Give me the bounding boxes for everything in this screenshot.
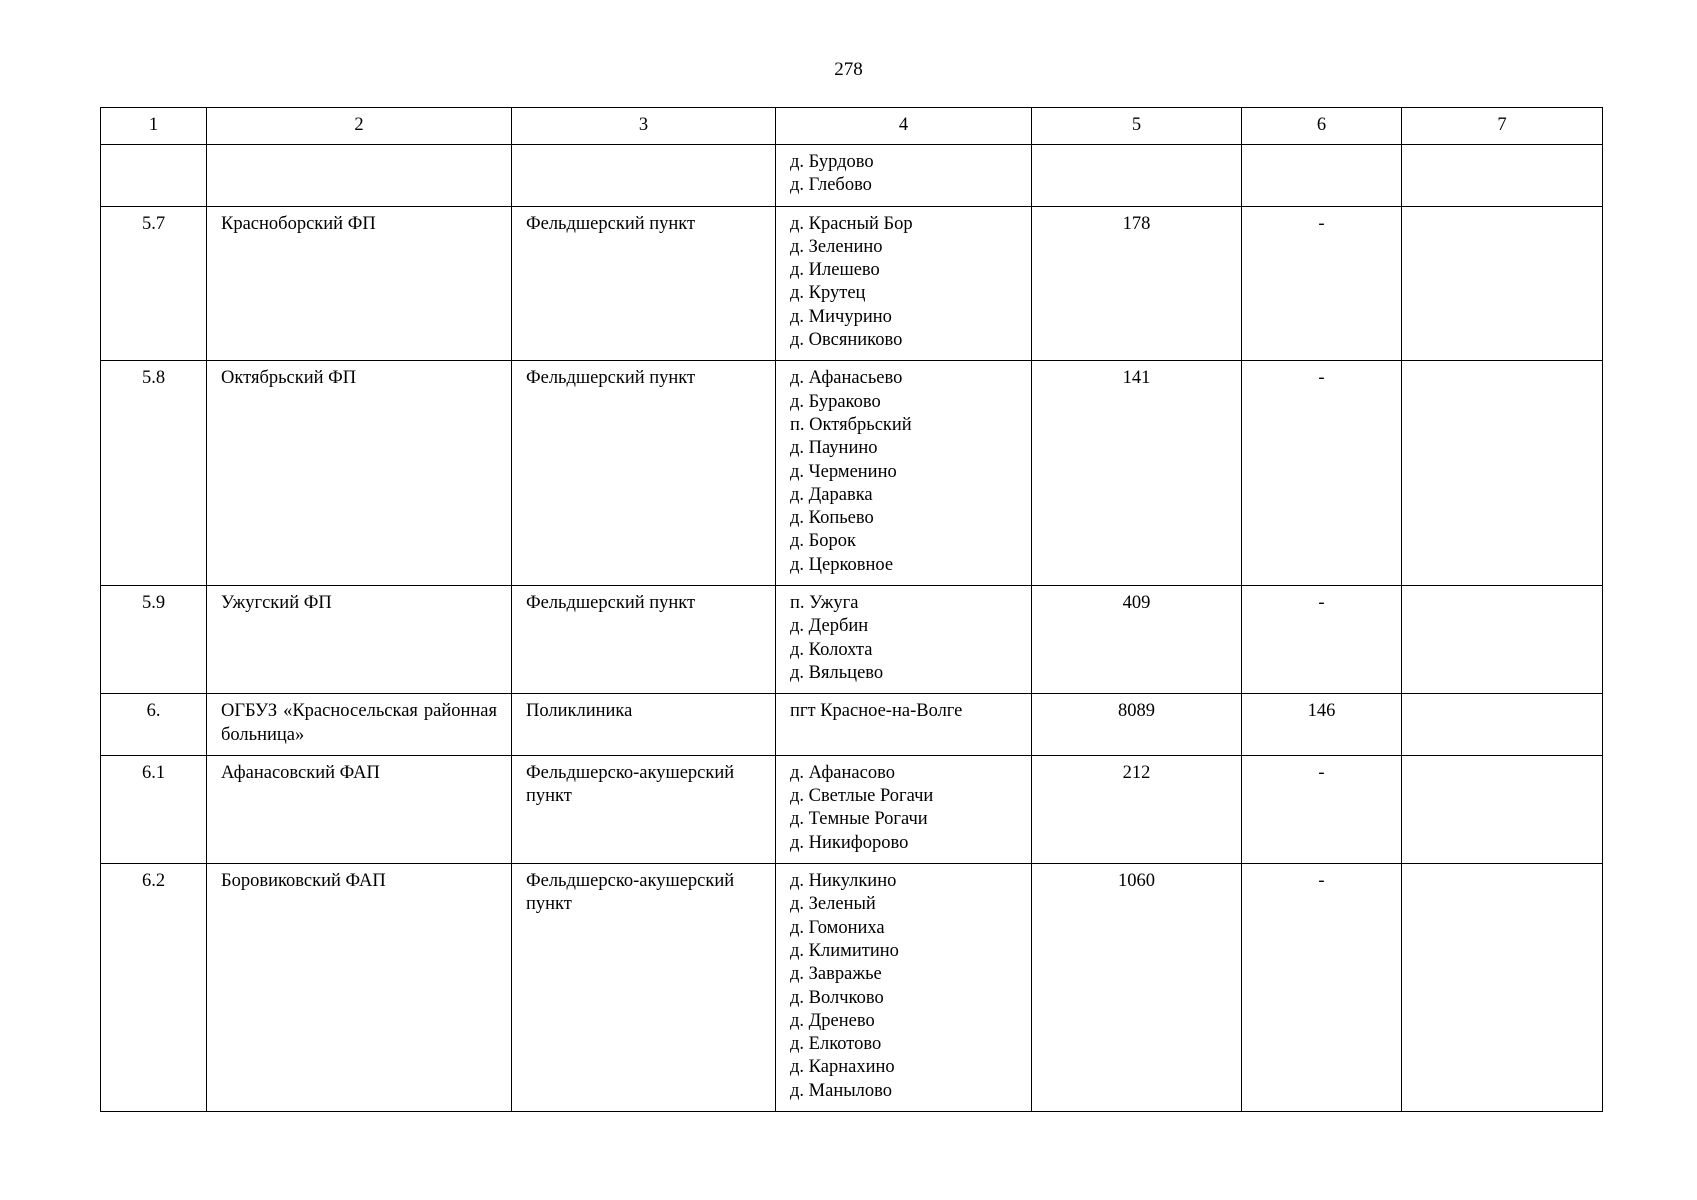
settlement-name: д. Волчково (790, 987, 884, 1008)
settlement-name: д. Глебово (790, 175, 872, 196)
beds-cell: - (1242, 586, 1402, 694)
table-row (101, 206, 1603, 361)
settlement-name: д. Гомониха (790, 917, 885, 938)
settlement-name: д. Афанасово (790, 762, 895, 783)
population-cell: 8089 (1032, 694, 1242, 756)
table-row (101, 694, 1603, 756)
settlement-name: д. Вяльцево (790, 662, 884, 683)
column-number-header: 1 (101, 108, 207, 145)
row-number-cell: 5.7 (101, 206, 207, 361)
beds-cell: - (1242, 755, 1402, 863)
population-cell: 1060 (1032, 864, 1242, 1112)
facility-name-cell: Ужугский ФП (207, 586, 512, 694)
settlement-name: д. Завражье (790, 964, 882, 985)
table-row (101, 864, 1603, 1112)
settlement-name: д. Зеленино (790, 236, 883, 257)
table-row (101, 145, 1603, 207)
settlement-name: д. Манылово (790, 1080, 892, 1101)
beds-cell (1242, 145, 1402, 207)
facility-type-cell: Фельдшерско-акушерский пункт (512, 864, 776, 1112)
settlement-name: д. Мичурино (790, 306, 892, 327)
settlement-name: д. Никулкино (790, 871, 897, 892)
population-cell: 141 (1032, 361, 1242, 586)
settlement-name: д. Зеленый (790, 894, 876, 915)
note-cell (1402, 586, 1603, 694)
note-cell (1402, 361, 1603, 586)
settlement-name: д. Черменино (790, 461, 897, 482)
settlements-cell (776, 586, 1032, 694)
note-cell (1402, 864, 1603, 1112)
row-number-cell: 6.2 (101, 864, 207, 1112)
row-number-cell: 5.9 (101, 586, 207, 694)
row-number-cell (101, 145, 207, 207)
note-cell (1402, 755, 1603, 863)
settlement-name: д. Овсяниково (790, 330, 903, 351)
column-number-header: 5 (1032, 108, 1242, 145)
column-number-row (101, 108, 1603, 145)
table-row (101, 755, 1603, 863)
facility-name-cell (207, 145, 512, 207)
note-cell (1402, 694, 1603, 756)
settlement-name: д. Елкотово (790, 1034, 882, 1055)
column-number-header: 7 (1402, 108, 1603, 145)
table-body (101, 145, 1603, 1112)
settlement-name: д. Климитино (790, 940, 899, 961)
settlement-name: д. Крутец (790, 283, 866, 304)
beds-cell: - (1242, 864, 1402, 1112)
settlements-cell (776, 361, 1032, 586)
page-number: 278 (834, 59, 863, 80)
facility-name-cell: ОГБУЗ «Красносельская районная больница» (207, 694, 512, 756)
population-cell (1032, 145, 1242, 207)
settlement-name: п. Октябрьский (790, 414, 912, 435)
settlements-cell (776, 755, 1032, 863)
settlement-name: д. Илешево (790, 260, 880, 281)
beds-cell: - (1242, 361, 1402, 586)
beds-cell: 146 (1242, 694, 1402, 756)
facility-name-cell: Красноборский ФП (207, 206, 512, 361)
facility-name-cell: Боровиковский ФАП (207, 864, 512, 1112)
population-cell: 212 (1032, 755, 1242, 863)
table-row (101, 586, 1603, 694)
population-cell: 178 (1032, 206, 1242, 361)
settlement-name: д. Карнахино (790, 1057, 895, 1078)
facility-type-cell: Фельдшерский пункт (512, 206, 776, 361)
settlement-name: д. Борок (790, 531, 857, 552)
column-number-header: 2 (207, 108, 512, 145)
facility-type-cell (512, 145, 776, 207)
settlements-cell (776, 694, 1032, 756)
settlement-name: д. Копьево (790, 508, 874, 529)
settlement-name: д. Темные Рогачи (790, 809, 928, 830)
settlements-cell (776, 206, 1032, 361)
settlement-name: д. Даравка (790, 484, 873, 505)
row-number-cell: 5.8 (101, 361, 207, 586)
settlements-cell (776, 145, 1032, 207)
table-row (101, 361, 1603, 586)
row-number-cell: 6.1 (101, 755, 207, 863)
settlement-name: д. Церковное (790, 554, 894, 575)
settlement-name: д. Дренево (790, 1010, 875, 1031)
settlement-name: д. Красный Бор (790, 213, 913, 234)
settlement-name: д. Бурдово (790, 152, 874, 172)
settlements-cell (776, 864, 1032, 1112)
settlement-name: д. Никифорово (790, 832, 909, 853)
column-number-header: 3 (512, 108, 776, 145)
population-cell: 409 (1032, 586, 1242, 694)
settlement-name: д. Афанасьево (790, 368, 903, 389)
note-cell (1402, 145, 1603, 207)
note-cell (1402, 206, 1603, 361)
settlement-name: д. Колохта (790, 639, 873, 660)
settlement-name: д. Светлые Рогачи (790, 786, 934, 807)
facilities-table (100, 107, 1603, 1112)
settlement-name: д. Паунино (790, 438, 878, 459)
facility-name-cell: Октябрьский ФП (207, 361, 512, 586)
facility-type-cell: Фельдшерский пункт (512, 361, 776, 586)
beds-cell: - (1242, 206, 1402, 361)
facility-type-cell: Поликлиника (512, 694, 776, 756)
column-number-header: 6 (1242, 108, 1402, 145)
settlement-name: п. Ужуга (790, 593, 859, 614)
settlement-name: пгт Красное-на-Волге (790, 701, 963, 722)
facility-name-cell: Афанасовский ФАП (207, 755, 512, 863)
settlement-name: д. Дербин (790, 616, 869, 637)
settlement-name: д. Бураково (790, 391, 881, 412)
facility-type-cell: Фельдшерский пункт (512, 586, 776, 694)
facility-type-cell: Фельдшерско-акушерский пункт (512, 755, 776, 863)
row-number-cell: 6. (101, 694, 207, 756)
column-number-header: 4 (776, 108, 1032, 145)
